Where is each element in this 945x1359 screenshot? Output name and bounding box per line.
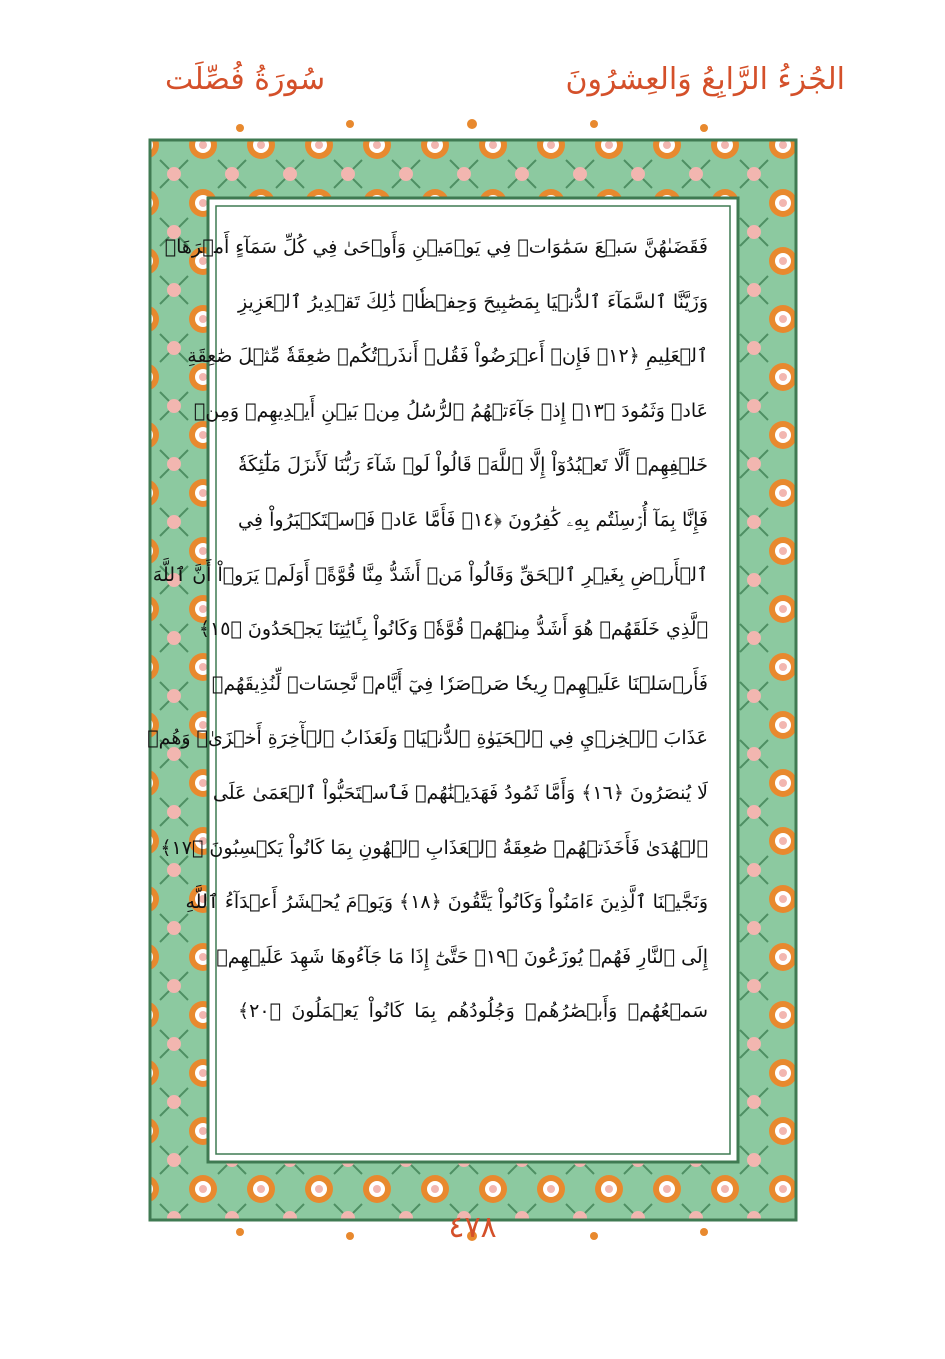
- text-line: لَا يُنصَرُونَ ﴿١٦﴾ وَأَمَّا ثَمُودُ فَهَدَيۡنَٰهُمۡ فَٱسۡتَحَبُّواْ ٱلۡعَمَىٰ عَلَى: [212, 781, 708, 804]
- text-line: ٱلۡأَرۡضِ بِغَيۡرِ ٱلۡحَقِّ وَقَالُواْ مَنۡ أَشَدُّ مِنَّا قُوَّةًۖ أَوَلَمۡ يَرَوۡاْ أَنَّ ٱللَّهَ: [152, 563, 708, 586]
- text-line: ٱلۡعَلِيمِ ﴿١٢﴾ فَإِنۡ أَعۡرَضُواْ فَقُلۡ أَنذَرۡتُكُمۡ صَٰعِقَةٗ مِّثۡلَ صَٰعِقَةِ: [187, 345, 708, 368]
- juz-title: الجُزءُ الرَّابِعُ وَالعِشرُونَ: [565, 62, 845, 97]
- verse-lines: [147, 220, 708, 1039]
- text-line: عَادٖ وَثَمُودَ ﴿١٣﴾ إِذۡ جَآءَتۡهُمُ ٱلرُّسُلُ مِنۢ بَيۡنِ أَيۡدِيهِمۡ وَمِنۡ: [193, 399, 708, 422]
- text-line: خَلۡفِهِمۡ أَلَّا تَعۡبُدُوٓاْ إِلَّا ٱللَّهَۖ قَالُواْ لَوۡ شَآءَ رَبُّنَا لَأَنزَلَ مَلَٰٓئِكَةٗ: [238, 454, 708, 477]
- text-line: عَذَابَ ٱلۡخِزۡيِ فِي ٱلۡحَيَوٰةِ ٱلدُّنۡيَاۖ وَلَعَذَابُ ٱلۡأٓخِرَةِ أَخۡزَىٰۖ وَهُمۡ: [147, 727, 708, 750]
- text-line: فَإِنَّا بِمَآ أُرۡسِلۡتُم بِهِۦ كَٰفِرُونَ ﴿١٤﴾ فَأَمَّا عَادٞ فَٱسۡتَكۡبَرُواْ فِي: [238, 508, 708, 531]
- surah-title: سُورَةُ فُصِّلَت: [165, 62, 326, 97]
- text-line: وَنَجَّيۡنَا ٱلَّذِينَ ءَامَنُواْ وَكَانُواْ يَتَّقُونَ ﴿١٨﴾ وَيَوۡمَ يُحۡشَرُ أَعۡدَآءُ ٱللَّهِ: [185, 891, 708, 914]
- text-line: ٱلَّذِي خَلَقَهُمۡ هُوَ أَشَدُّ مِنۡهُمۡ قُوَّةٗۖ وَكَانُواْ بِـَٔايَٰتِنَا يَجۡحَدُونَ ﴿١٥﴾: [198, 618, 708, 641]
- text-line: وَزَيَّنَّا ٱلسَّمَآءَ ٱلدُّنۡيَا بِمَصَٰبِيحَ وَحِفۡظٗاۚ ذَٰلِكَ تَقۡدِيرُ ٱلۡعَزِيزِ: [238, 290, 708, 313]
- text-line: فَقَضَىٰهُنَّ سَبۡعَ سَمَٰوَاتٖ فِي يَوۡمَيۡنِ وَأَوۡحَىٰ فِي كُلِّ سَمَآءٍ أَمۡرَهَاۚ: [164, 236, 708, 258]
- text-line: سَمۡعُهُمۡ وَأَبۡصَٰرُهُمۡ وَجُلُودُهُم بِمَا كَانُواْ يَعۡمَلُونَ ﴿٢٠﴾: [238, 1000, 708, 1023]
- text-line: فَأَرۡسَلۡنَا عَلَيۡهِمۡ رِيحٗا صَرۡصَرٗا فِيٓ أَيَّامٖ نَّحِسَاتٖ لِّنُذِيقَهُمۡ: [211, 672, 708, 695]
- text-line: إِلَى ٱلنَّارِ فَهُمۡ يُوزَعُونَ ﴿١٩﴾ حَتَّىٰٓ إِذَا مَا جَآءُوهَا شَهِدَ عَلَيۡهِمۡ: [216, 945, 708, 968]
- text-line: ٱلۡهُدَىٰ فَأَخَذَتۡهُمۡ صَٰعِقَةُ ٱلۡعَذَابِ ٱلۡهُونِ بِمَا كَانُواْ يَكۡسِبُونَ ﴿١٧﴾: [160, 836, 708, 859]
- page-number: ٤٧٨: [448, 1210, 497, 1245]
